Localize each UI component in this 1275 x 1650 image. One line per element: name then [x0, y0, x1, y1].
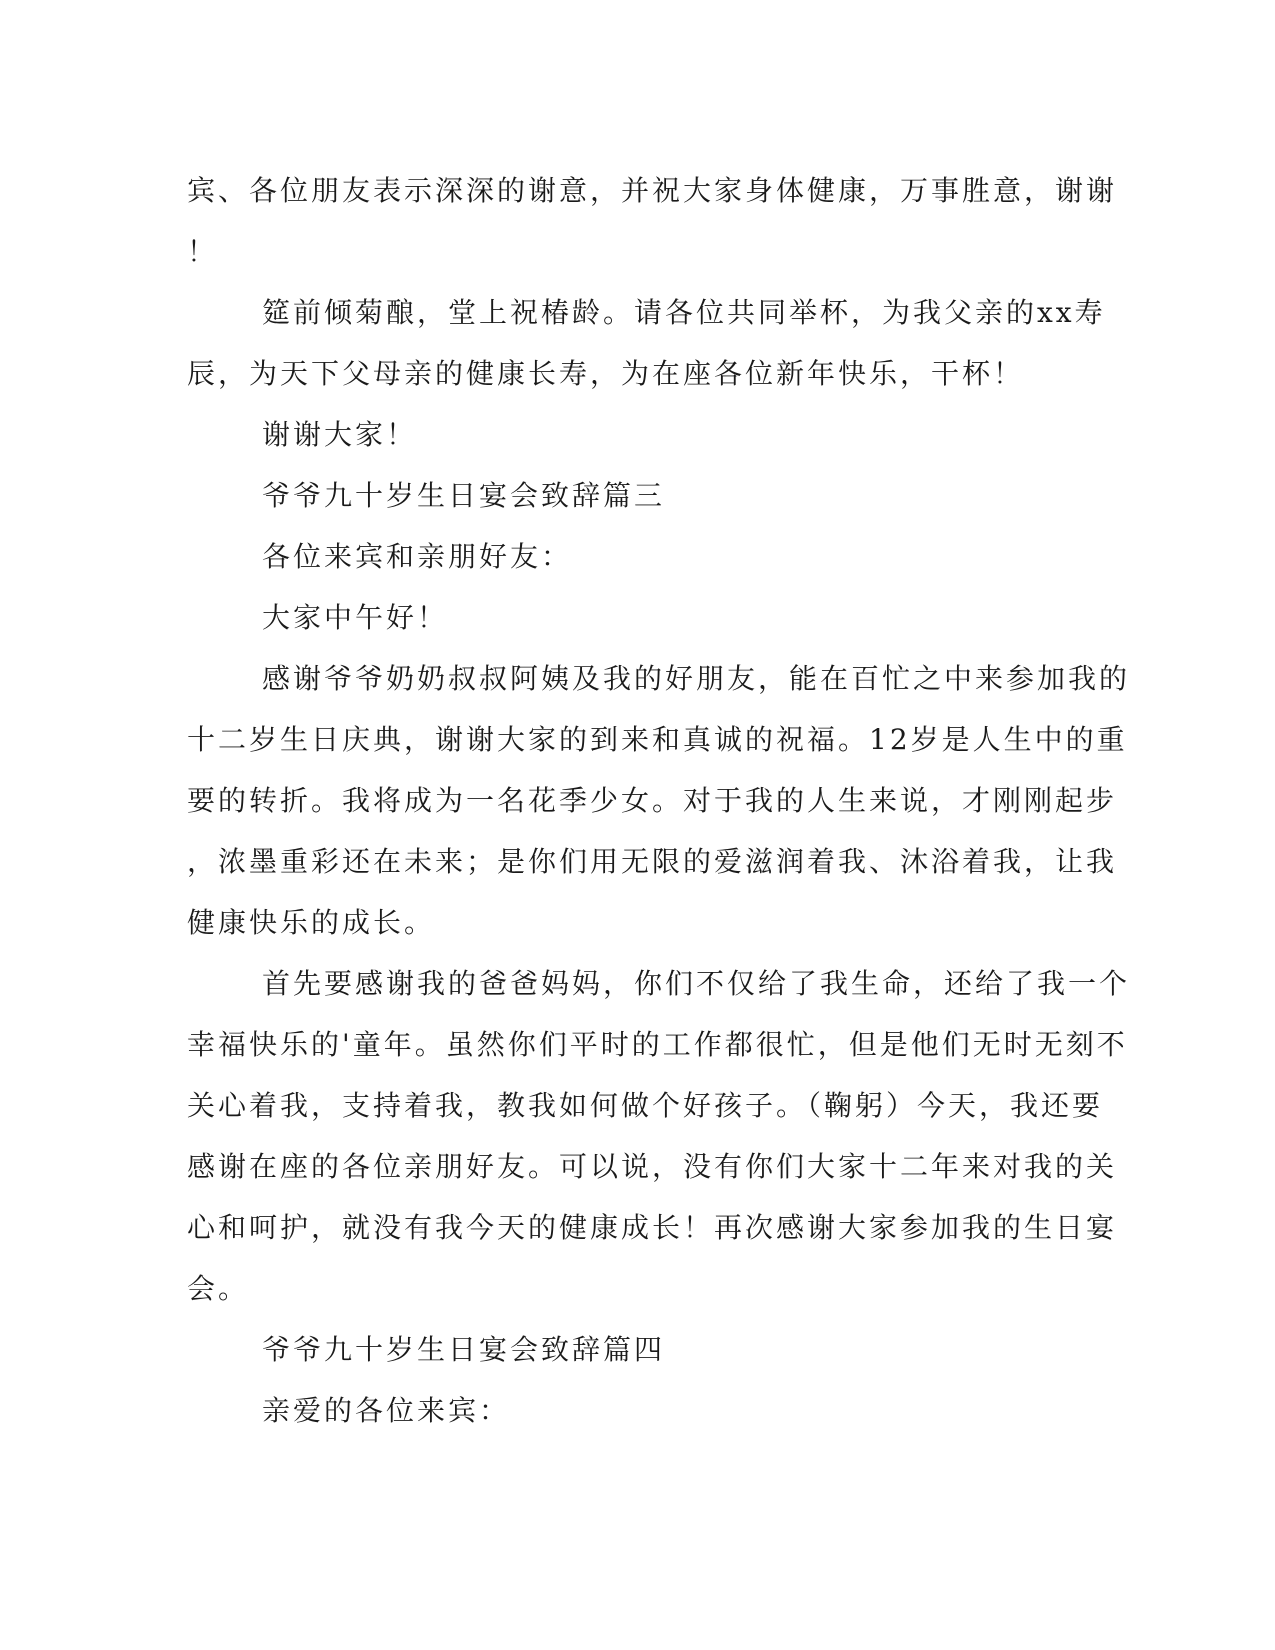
paragraph-line: 幸福快乐的'童年。虽然你们平时的工作都很忙，但是他们无时无刻不: [187, 1028, 1128, 1061]
paragraph-line: 要的转折。我将成为一名花季少女。对于我的人生来说，才刚刚起步: [187, 784, 1118, 817]
section-heading: 爷爷九十岁生日宴会致辞篇四: [262, 1333, 666, 1366]
paragraph-line: 心和呵护，就没有我今天的健康成长！再次感谢大家参加我的生日宴: [187, 1211, 1118, 1244]
paragraph-line: 关心着我，支持着我，教我如何做个好孩子。（鞠躬）今天，我还要: [187, 1089, 1104, 1122]
salutation-line: 各位来宾和亲朋好友：: [262, 540, 573, 573]
paragraph-line: ，浓墨重彩还在未来；是你们用无限的爱滋润着我、沐浴着我，让我: [187, 845, 1118, 878]
body-text: [187, 160, 1131, 1441]
paragraph-continuation-line: 宾、各位朋友表示深深的谢意，并祝大家身体健康，万事胜意，谢谢: [187, 174, 1118, 207]
paragraph-line: 健康快乐的成长。: [187, 906, 436, 939]
paragraph-line: 首先要感谢我的爸爸妈妈，你们不仅给了我生命，还给了我一个: [262, 967, 1131, 1000]
toast-paragraph-line: 辰，为天下父母亲的健康长寿，为在座各位新年快乐，干杯！: [187, 357, 1025, 390]
paragraph-continuation-line: ！: [187, 235, 219, 268]
salutation-line: 亲爱的各位来宾：: [262, 1394, 511, 1427]
greeting-line: 大家中午好！: [262, 601, 449, 634]
paragraph-line: 会。: [187, 1272, 250, 1305]
thanks-line: 谢谢大家！: [262, 418, 418, 451]
paragraph-line: 感谢在座的各位亲朋好友。可以说，没有你们大家十二年来对我的关: [187, 1150, 1118, 1183]
section-heading: 爷爷九十岁生日宴会致辞篇三: [262, 479, 666, 512]
paragraph-line: 十二岁生日庆典，谢谢大家的到来和真诚的祝福。12岁是人生中的重: [187, 723, 1128, 756]
paragraph-line: 感谢爷爷奶奶叔叔阿姨及我的好朋友，能在百忙之中来参加我的: [262, 662, 1131, 695]
toast-paragraph-line: 筵前倾菊酿，堂上祝椿龄。请各位共同举杯，为我父亲的xx寿: [262, 296, 1106, 329]
